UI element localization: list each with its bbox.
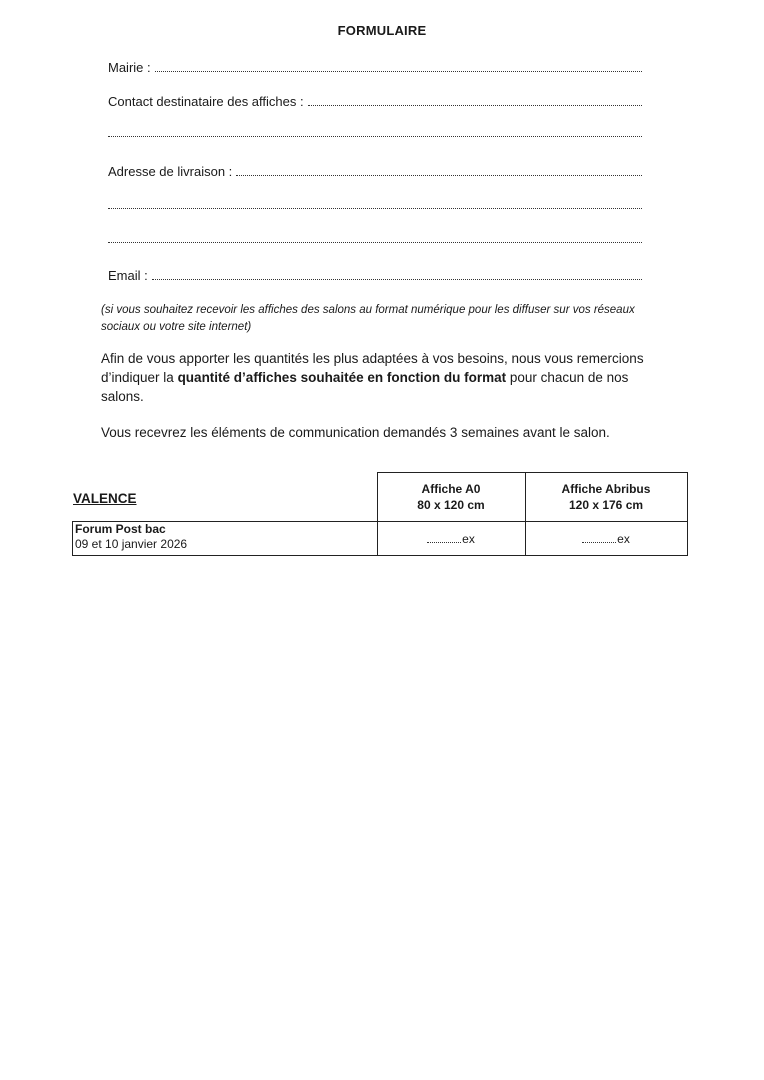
affiche-a0-size: 80 x 120 cm [417,498,485,512]
qty-a0-suffix: ex [462,531,475,546]
qty-a0-cell[interactable] [377,522,525,556]
header-affiche-abribus [525,473,687,522]
qty-a0-input-line[interactable] [427,542,461,543]
instructions-text-after: pour chacun de nos salons. [101,370,629,404]
mairie-dotted-line[interactable] [155,70,642,72]
contact-extra-line[interactable] [108,135,642,137]
affiche-abribus-size: 120 x 176 cm [568,498,644,512]
affiche-abribus-label: Affiche Abribus [561,482,651,496]
section-title-valence: VALENCE [73,491,137,506]
header-affiche-a0 [377,473,525,522]
mairie-field[interactable] [108,60,642,75]
email-field[interactable] [108,268,642,283]
affiche-a0-label: Affiche A0 [421,482,481,496]
contact-dotted-line[interactable] [308,104,642,106]
adresse-dotted-line[interactable] [236,174,642,176]
poster-order-table [72,472,688,556]
adresse-extra-line-2[interactable] [108,241,642,243]
contact-label: Contact destinataire des affiches : [108,94,304,109]
email-dotted-line[interactable] [152,278,642,280]
instructions-paragraph [101,349,661,406]
delivery-notice: Vous recevrez les éléments de communication demandés 3 semaines avant le salon. [101,425,610,440]
instructions-text-before: Afin de vous apporter les quantités les plus adaptées à vos besoins, nous vous remercions d’indiquer la [101,351,644,385]
adresse-label: Adresse de livraison : [108,164,233,179]
email-label: Email : [108,268,148,283]
table-header-row [73,473,688,522]
contact-field[interactable] [108,94,642,109]
adresse-extra-line-1[interactable] [108,207,642,209]
qty-abribus-suffix: ex [617,531,630,546]
header-spacer [73,473,378,522]
email-note: (si vous souhaitez recevoir les affiches des salons au format numérique pour les diffuser sur vos réseaux sociaux ou votre site internet) [101,304,635,333]
event-cell [73,522,378,556]
mairie-label: Mairie : [108,60,151,75]
qty-abribus-cell[interactable] [525,522,687,556]
event-name: Forum Post bac [75,522,166,536]
table-row [73,522,688,556]
adresse-field[interactable] [108,164,642,179]
instructions-text-bold: quantité d’affiches souhaitée en fonction du format [177,370,507,385]
event-dates: 09 et 10 janvier 2026 [75,537,188,551]
page-title: FORMULAIRE [337,23,427,38]
qty-abribus-input-line[interactable] [582,542,616,543]
